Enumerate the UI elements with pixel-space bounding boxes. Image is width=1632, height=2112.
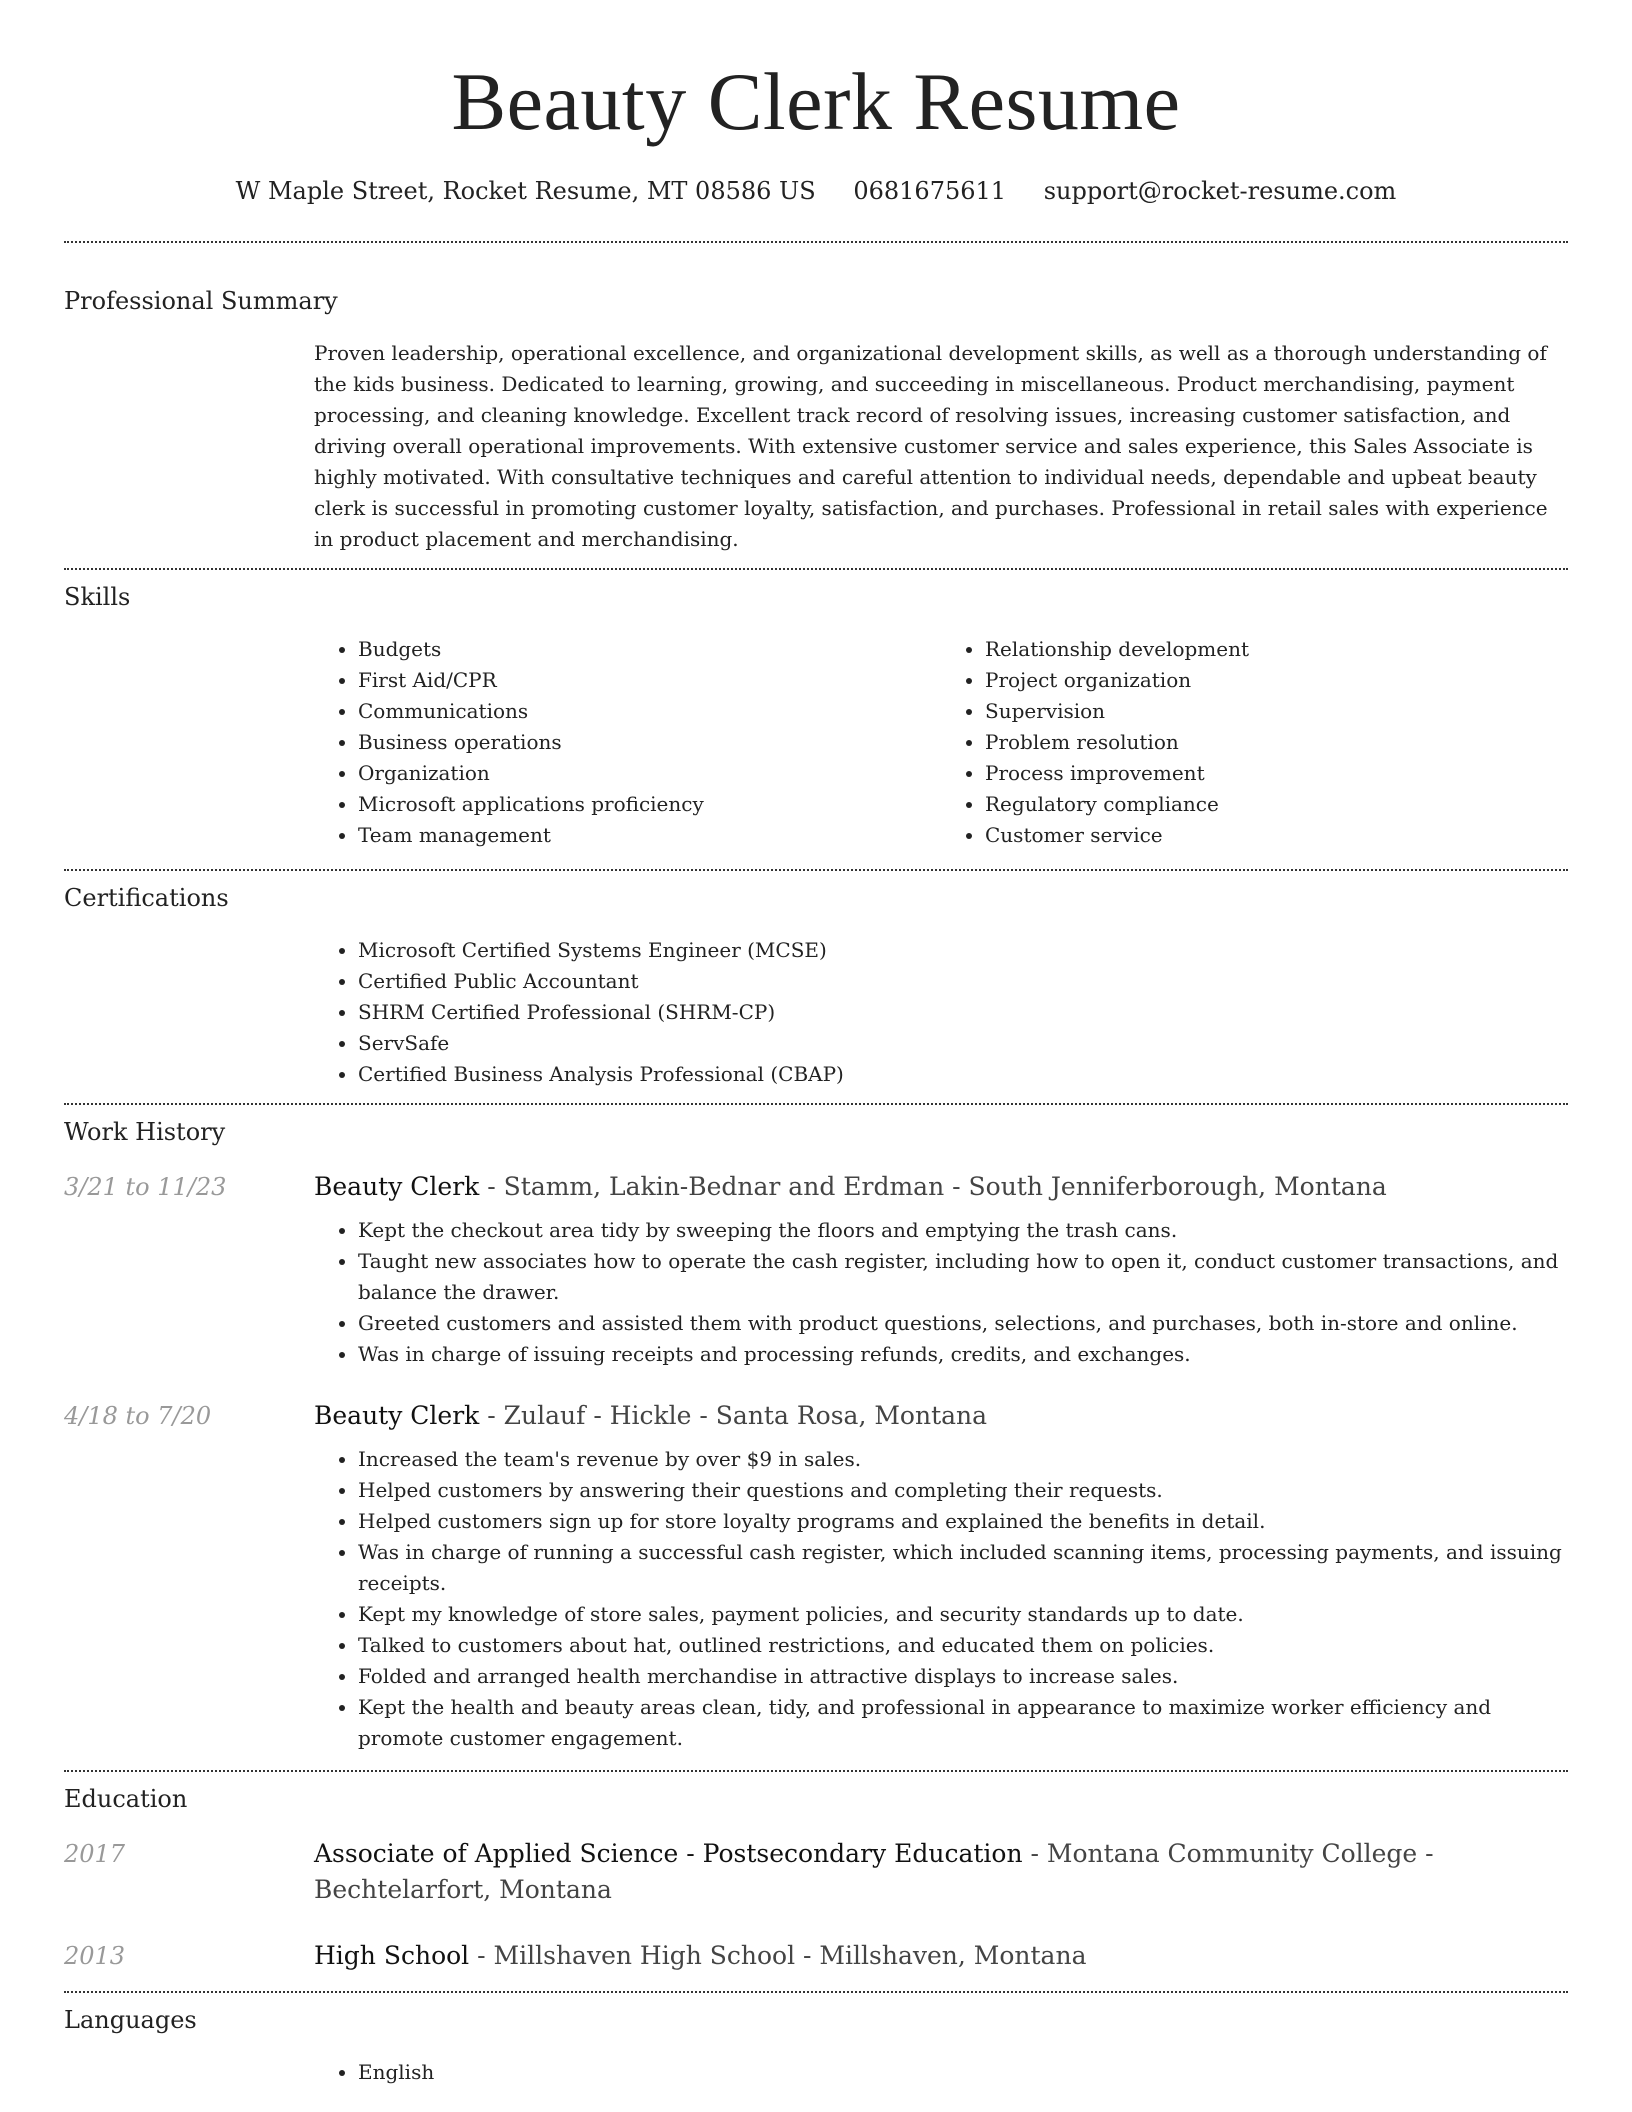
list-item: • Supervision — [985, 696, 1568, 727]
list-item: • Helped customers by answering their questions and completing their requests. — [358, 1475, 1568, 1506]
list-item: • ServSafe — [358, 1028, 1568, 1059]
list-item: • Certified Business Analysis Professional (CBAP) — [358, 1059, 1568, 1090]
languages-section — [64, 1993, 1568, 2088]
skills-section — [64, 570, 1568, 851]
list-item: • Taught new associates how to operate the cash register, including how to open it, conduct customer transactions, and balance the drawer. — [358, 1246, 1568, 1308]
certifications-section — [64, 871, 1568, 1090]
skills-list-right — [941, 634, 1568, 851]
education-school: - Montana Community College - Bechtelarfort, Montana — [314, 1839, 1434, 1904]
list-item: • Organization — [358, 758, 941, 789]
list-item: • Team management — [358, 820, 941, 851]
job-title — [314, 1398, 1568, 1434]
contact-address: W Maple Street, Rocket Resume, MT 08586 US — [235, 177, 816, 205]
education-degree: Associate of Applied Science - Postsecondary Education — [314, 1839, 1023, 1868]
job-role: Beauty Clerk — [314, 1172, 480, 1201]
certifications-list — [314, 935, 1568, 1090]
job-entry — [64, 1169, 1568, 1370]
skills-heading: Skills — [64, 583, 131, 611]
education-title — [314, 1938, 1568, 1974]
education-heading: Education — [64, 1785, 188, 1813]
list-item: • Budgets — [358, 634, 941, 665]
list-item: • Greeted customers and assisted them with product questions, selections, and purchases, both in-store and online. — [358, 1308, 1568, 1339]
skills-list-left — [314, 634, 941, 851]
education-school: - Millshaven High School - Millshaven, Montana — [469, 1941, 1087, 1970]
resume-title: Beauty Clerk Resume — [451, 56, 1181, 147]
job-role: Beauty Clerk — [314, 1401, 480, 1430]
list-item: • SHRM Certified Professional (SHRM-CP) — [358, 997, 1568, 1028]
job-entry — [64, 1398, 1568, 1754]
job-dates: 3/21 to 11/23 — [64, 1173, 227, 1201]
list-item: • Regulatory compliance — [985, 789, 1568, 820]
list-item: • Business operations — [358, 727, 941, 758]
list-item: • Microsoft Certified Systems Engineer (MCSE) — [358, 935, 1568, 966]
education-entry — [64, 1836, 1568, 1908]
education-section — [64, 1772, 1568, 1974]
education-year: 2017 — [64, 1840, 126, 1868]
list-item: • Project organization — [985, 665, 1568, 696]
contact-line — [0, 176, 1632, 206]
education-year: 2013 — [64, 1942, 126, 1970]
job-employer: - Stamm, Lakin-Bednar and Erdman - South Jenniferborough, Montana — [479, 1172, 1387, 1201]
list-item: • Kept the health and beauty areas clean, tidy, and professional in appearance to maximize worker efficiency and promote customer engagement. — [358, 1692, 1568, 1754]
list-item: • Kept the checkout area tidy by sweeping the floors and emptying the trash cans. — [358, 1215, 1568, 1246]
job-duties — [314, 1444, 1568, 1754]
job-title — [314, 1169, 1568, 1205]
languages-list — [314, 2057, 1568, 2088]
list-item: • Kept my knowledge of store sales, payment policies, and security standards up to date. — [358, 1599, 1568, 1630]
list-item: • Was in charge of running a successful cash register, which included scanning items, processing payments, and issuing receipts. — [358, 1537, 1568, 1599]
list-item: • Communications — [358, 696, 941, 727]
list-item: • Certified Public Accountant — [358, 966, 1568, 997]
list-item: • Microsoft applications proficiency — [358, 789, 941, 820]
education-title — [314, 1836, 1568, 1908]
list-item: • Talked to customers about hat, outlined restrictions, and educated them on policies. — [358, 1630, 1568, 1661]
job-dates: 4/18 to 7/20 — [64, 1402, 212, 1430]
work-history-heading: Work History — [64, 1118, 226, 1146]
job-duties — [314, 1215, 1568, 1370]
list-item: • Process improvement — [985, 758, 1568, 789]
list-item: • Relationship development — [985, 634, 1568, 665]
list-item: • Problem resolution — [985, 727, 1568, 758]
list-item: • Customer service — [985, 820, 1568, 851]
list-item: • English — [358, 2057, 1568, 2088]
summary-heading: Professional Summary — [64, 287, 338, 315]
job-employer: - Zulauf - Hickle - Santa Rosa, Montana — [479, 1401, 988, 1430]
list-item: • Folded and arranged health merchandise in attractive displays to increase sales. — [358, 1661, 1568, 1692]
list-item: • First Aid/CPR — [358, 665, 941, 696]
list-item: • Was in charge of issuing receipts and processing refunds, credits, and exchanges. — [358, 1339, 1568, 1370]
list-item: • Helped customers sign up for store loyalty programs and explained the benefits in detail. — [358, 1506, 1568, 1537]
resume-header — [0, 0, 1632, 206]
languages-heading: Languages — [64, 2006, 197, 2034]
contact-email[interactable]: support@rocket-resume.com — [1043, 177, 1397, 205]
education-entry — [64, 1938, 1568, 1974]
summary-section — [64, 243, 1568, 555]
contact-phone[interactable]: 0681675611 — [853, 177, 1007, 205]
list-item: • Increased the team's revenue by over $9 in sales. — [358, 1444, 1568, 1475]
education-degree: High School — [314, 1941, 470, 1970]
certifications-heading: Certifications — [64, 884, 229, 912]
summary-text: Proven leadership, operational excellence, and organizational development skills, as well as a thorough understanding of the kids business. Dedicated to learning, growing, and succeeding in miscellaneous. Product merchandising, payment processing, and cleaning knowledge. Excellent track record of resolving issues, increasing customer satisfaction, and driving overall operational improvements. With extensive customer service and sales experience, this Sales Associate is highly motivated. With consultative techniques and careful attention to individual needs, dependable and upbeat beauty clerk is successful in promoting customer loyalty, satisfaction, and purchases. Professional in retail sales with experience in product placement and merchandising. — [314, 341, 1548, 551]
work-history-section — [64, 1105, 1568, 1754]
